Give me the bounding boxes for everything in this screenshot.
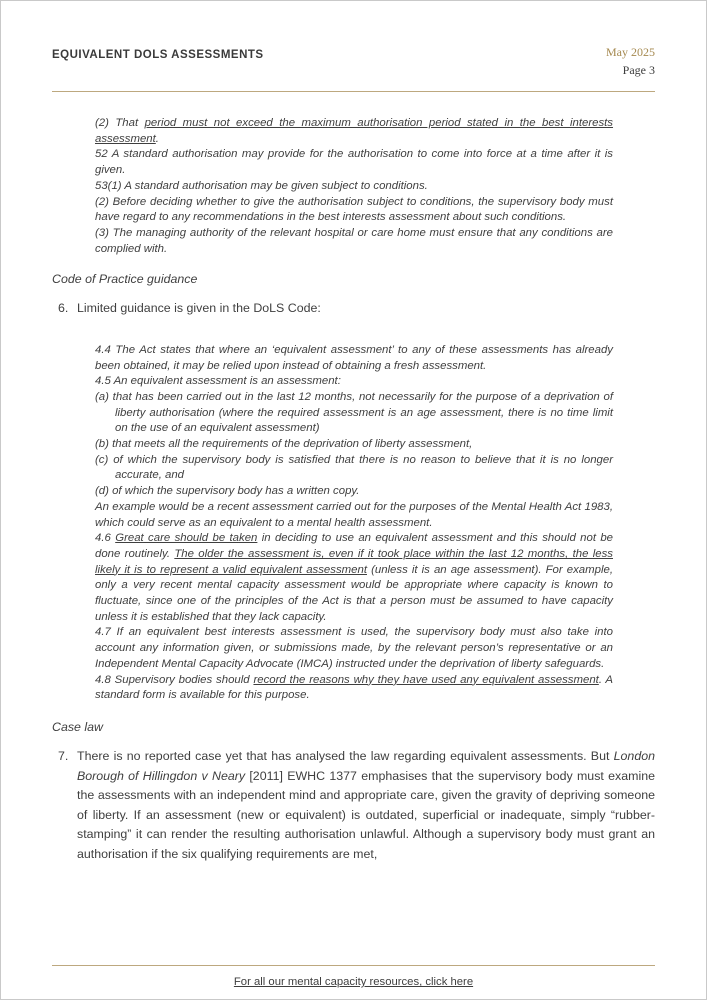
- text-segment: [2011] EWHC 1377 emphasises that the supervisory body must examine the assessments with an independent mind and appropriate care, given the gravity of depriving someone of liberty. If an assessment (new or equivalent) is outdated, superficial or inadequate, simply “rubber-stamping” it can render the resulting authorisation unlawful. Although a supervisory body must grant an authorisation if the six qualifying requirements are met,: [77, 768, 655, 861]
- page-number: Page 3: [622, 63, 655, 77]
- list-item-7: [52, 747, 655, 864]
- dols-code-paragraph: [95, 343, 613, 374]
- text-segment: (d) of which the supervisory body has a written copy.: [95, 485, 360, 498]
- page-footer: [52, 965, 655, 990]
- text-segment: An example would be a recent assessment carried out for the purposes of the Mental Health Act 1983, which could serve as an equivalent to a mental health assessment.: [95, 500, 613, 529]
- footer-link-wrap: [52, 966, 655, 990]
- document-title: EQUIVALENT DOLS ASSESSMENTS: [52, 49, 264, 61]
- document-body: [52, 116, 655, 864]
- text-segment: (3) The managing authority of the relevant hospital or care home must ensure that any conditions are complied with.: [95, 226, 613, 255]
- text-segment: 4.5 An equivalent assessment is an assessment:: [95, 375, 341, 388]
- text-segment: period must not exceed the maximum authorisation period stated in the best interests assessment: [95, 117, 614, 145]
- section-heading-code-of-practice: Code of Practice guidance: [52, 272, 198, 287]
- dols-code-paragraph: [95, 531, 613, 625]
- legislation-paragraph: [95, 116, 613, 147]
- list-item-6: [52, 299, 655, 319]
- legislation-paragraph: [95, 147, 613, 178]
- text-segment: 4.6: [95, 532, 116, 545]
- text-segment: record the reasons why they have used any equivalent assessment: [253, 673, 599, 686]
- dols-code-subitem-a: [95, 390, 613, 437]
- legislation-extract: [95, 116, 613, 257]
- dols-code-subitem-b: [95, 437, 613, 453]
- item-text: [77, 299, 655, 319]
- text-segment: 4.7 If an equivalent best interests assessment is used, the supervisory body must also take into account any information given, or submissions made, by the relevant person’s representative or an Independent Mental Capacity Advocate (IMCA) instructed under the deprivation of liberty safeguards.: [95, 626, 613, 670]
- text-segment: 4.4 The Act states that where an ‘equivalent assessment’ to any of these assessments has already been obtained, it may be relied upon instead of obtaining a fresh assessment.: [95, 343, 613, 372]
- text-segment: Limited guidance is given in the DoLS Code:: [77, 301, 321, 316]
- dols-code-subitem-d: [95, 484, 613, 500]
- text-segment: .: [155, 132, 159, 145]
- item-text: [77, 747, 655, 864]
- text-segment: (unless it is an age assessment). For example, only a very recent mental capacity assessment would be appropriate where capacity is known to fluctuate, since one of the principles of the Act is that a person must be assumed to have capacity unless it is established that they lack capacity.: [95, 563, 613, 623]
- text-segment: 52 A standard authorisation may provide for the authorisation to come into force at a time after it is given.: [95, 148, 613, 177]
- text-segment: There is no reported case yet that has analysed the law regarding equivalent assessments. But: [77, 749, 614, 763]
- header-row: [52, 43, 655, 79]
- text-segment: (b) that meets all the requirements of the deprivation of liberty assessment,: [95, 438, 473, 451]
- text-segment: 4.8 Supervisory bodies should: [95, 673, 254, 686]
- item-number: 7.: [58, 749, 69, 763]
- text-segment: London Borough of Hillingdon v Neary: [77, 749, 655, 783]
- dols-code-subitem-c: [95, 453, 613, 484]
- text-segment: . A standard form is available for this purpose.: [95, 673, 613, 702]
- text-segment: (a) that has been carried out in the last 12 months, not necessarily for the purpose of a deprivation of liberty authorisation (where the required assessment is an age assessment, there is no time limit on the use of an equivalent assessment): [95, 390, 613, 435]
- document-date: May 2025: [606, 45, 655, 59]
- dols-code-paragraph: [95, 500, 613, 531]
- dols-code-extract: [95, 343, 613, 704]
- text-segment: (c) of which the supervisory body is satisfied that there is no reason to believe that it is no longer accurate, and: [95, 453, 613, 482]
- header-rule: [52, 91, 655, 92]
- dols-code-paragraph: [95, 625, 613, 672]
- dols-code-paragraph: [95, 374, 613, 390]
- resources-link[interactable]: For all our mental capacity resources, click here: [233, 976, 474, 988]
- header-meta: [606, 43, 655, 79]
- legislation-paragraph: [95, 226, 613, 257]
- section-heading-case-law: Case law: [52, 720, 103, 734]
- text-segment: (2) That: [95, 117, 145, 129]
- item-number: 6.: [58, 301, 69, 316]
- dols-code-paragraph: [95, 673, 613, 704]
- text-segment: The older the assessment is, even if it took place within the last 12 months, the less likely it is to represent a valid equivalent assessment: [95, 547, 613, 576]
- text-segment: (2) Before deciding whether to give the authorisation subject to conditions, the supervisory body must have regard to any recommendations in the best interests assessment about such conditions.: [95, 195, 613, 224]
- text-segment: Great care should be taken: [115, 532, 258, 545]
- page-header: [52, 43, 655, 92]
- text-segment: 53(1) A standard authorisation may be given subject to conditions.: [95, 179, 428, 192]
- legislation-paragraph: [95, 195, 613, 226]
- legislation-paragraph: [95, 179, 613, 195]
- text-segment: in deciding to use an equivalent assessment and this should not be done routinely.: [95, 532, 614, 560]
